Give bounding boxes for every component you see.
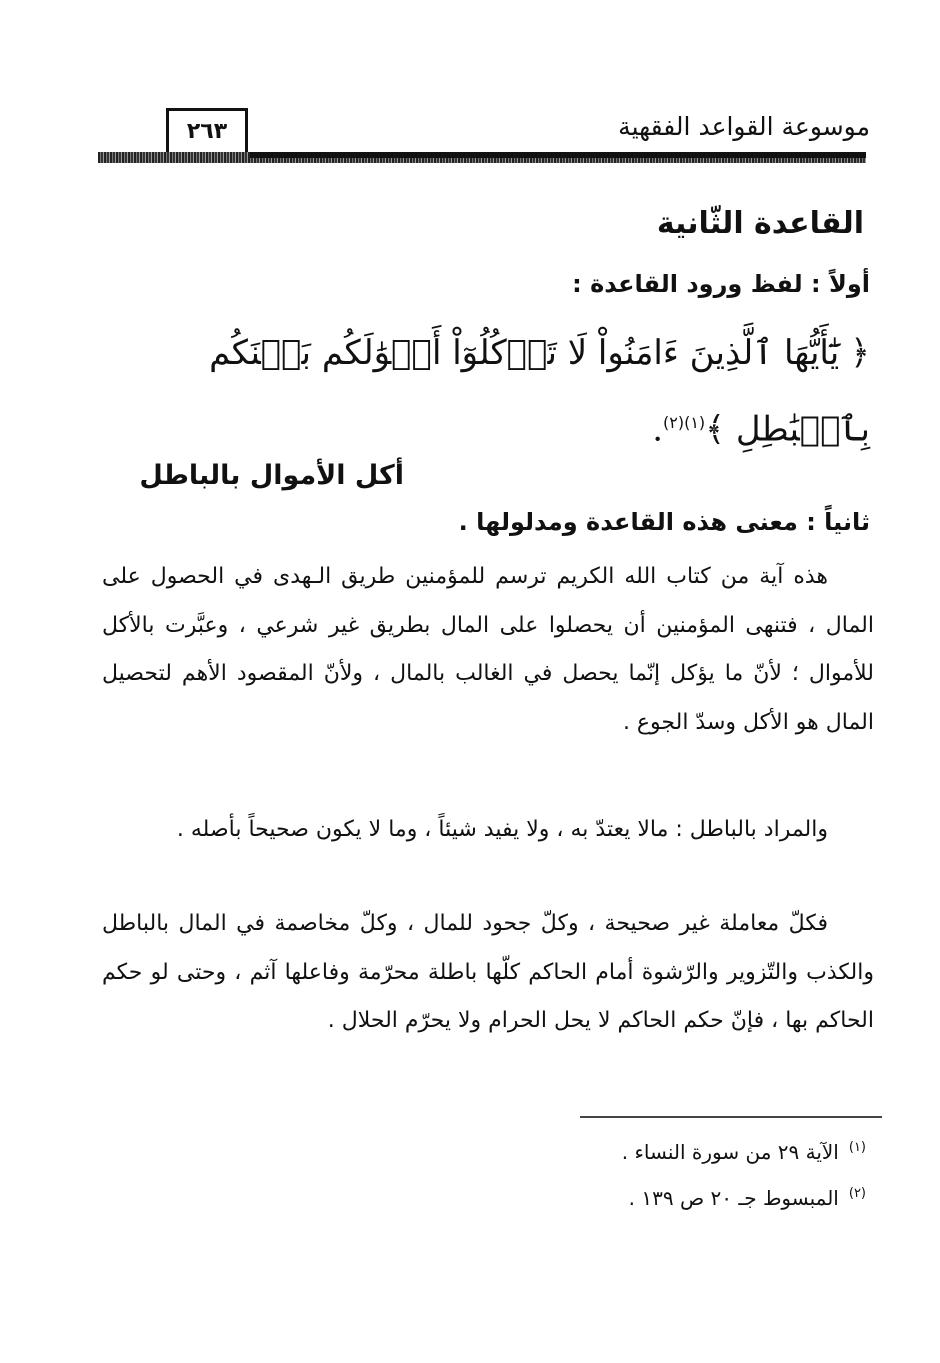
header-rule-dark [250, 152, 866, 158]
running-header-title: موسوعة القواعد الفقهية [618, 112, 870, 141]
rule-title: أكل الأموال بالباطل [139, 460, 404, 491]
quran-verse [100, 318, 870, 464]
paragraph-2 [102, 806, 874, 855]
paragraph-1 [102, 553, 874, 747]
verse-end: . [652, 409, 663, 450]
footnote-1 [622, 1140, 866, 1164]
subheading-first: أولاً : لفظ ورود القاعدة : [572, 270, 870, 298]
verse-footnote-refs: (١)(٢) [663, 413, 706, 432]
paragraph-3-text: فكلّ معاملة غير صحيحة ، وكلّ جحود للمال ، وكلّ مخاصمة في المال بالباطل والكذب والتّزوير والرّشوة أمام الحاكم كلّها باطلة محرّمة وفاعلها آثم ، وحتى لو حكم الحاكم بها ، فإنّ حكم الحاكم لا يحل الحرام ولا يحرّم الحلال . [102, 911, 874, 1033]
paragraph-3 [102, 900, 874, 1046]
footnote-2 [629, 1186, 866, 1210]
footnote-2-text: المبسوط جـ ٢٠ ص ١٣٩ . [628, 1186, 839, 1210]
footnote-2-marker: (٢) [848, 1186, 866, 1202]
footnote-separator [580, 1116, 882, 1118]
section-heading: القاعدة الثّانية [656, 206, 864, 241]
footnote-1-marker: (١) [848, 1140, 866, 1156]
paragraph-1-text: هذه آية من كتاب الله الكريم ترسم للمؤمنين طريق الـهدى في الحصول على المال ، فتنهى المؤمنين أن يحصلوا على المال بطريق غير شرعي ، وعبَّرت بالأكل للأموال ؛ لأنّ ما يؤكل إنّما يحصل في الغالب بالمال ، ولأنّ المقصود الأهم لتحصيل المال هو الأكل وسدّ الجوع . [102, 564, 874, 735]
paragraph-2-text: والمراد بالباطل : مالا يعتدّ به ، ولا يفيد شيئاً ، وما لا يكون صحيحاً بأصله . [176, 817, 828, 842]
verse-open-bracket: ﴿ [850, 333, 870, 373]
page-number: ٢٦٣ [186, 119, 228, 144]
subheading-second: ثانياً : معنى هذه القاعدة ومدلولها . [458, 508, 870, 536]
verse-text: يَٰٓأَيُّهَا ٱلَّذِينَ ءَامَنُواْ لَا تَأۡكُلُوٓاْ أَمۡوَٰلَكُم بَيۡنَكُم بِٱلۡبَٰطِلِ [209, 333, 870, 450]
footnote-1-text: الآية ٢٩ من سورة النساء . [621, 1140, 839, 1164]
page-number-box [166, 108, 248, 152]
verse-close-bracket: ﴾ [705, 409, 726, 450]
